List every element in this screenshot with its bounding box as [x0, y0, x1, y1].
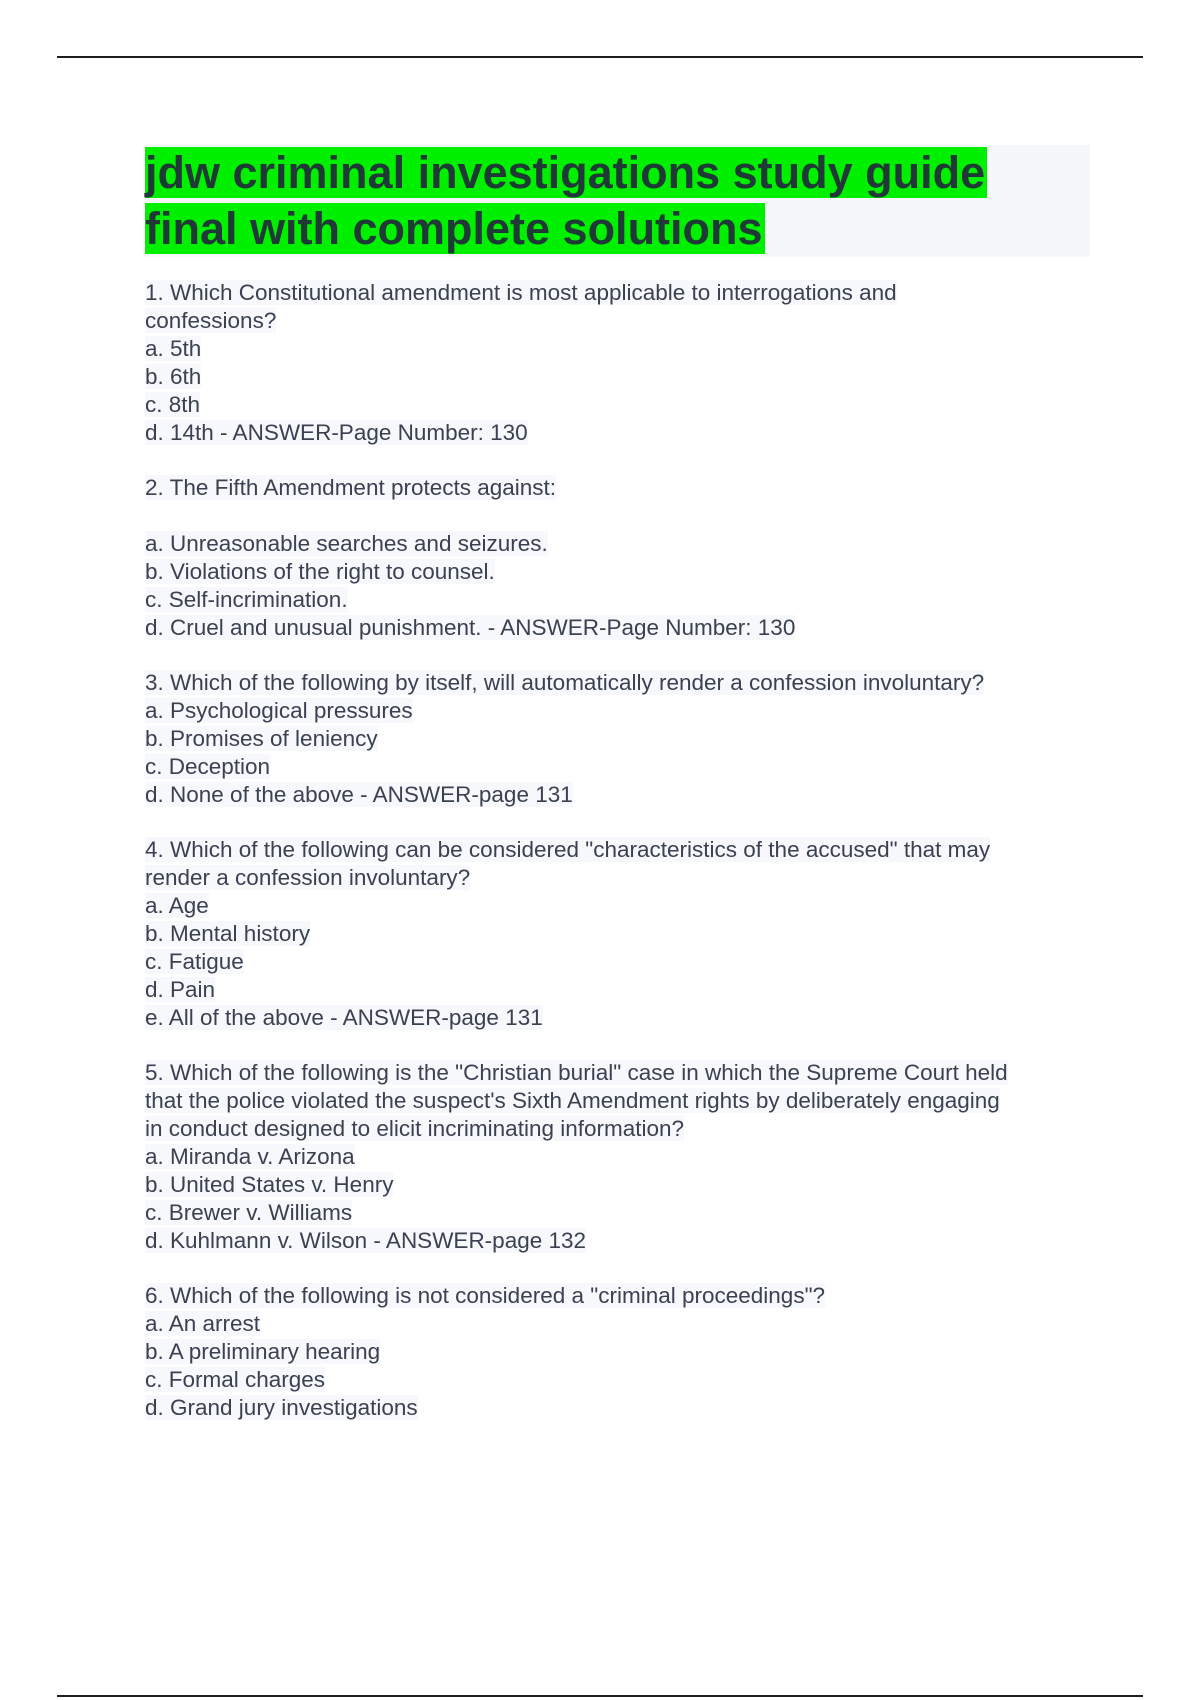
line-text: b. A preliminary hearing: [145, 1339, 381, 1364]
question-line: [145, 697, 1090, 725]
question-4: [145, 836, 1090, 1032]
line-text: 4. Which of the following can be considered "characteristics of the accused" that may: [145, 837, 991, 862]
question-line: [145, 335, 1090, 363]
question-line: [145, 1310, 1090, 1338]
question-2: [145, 474, 1090, 642]
top-page-rule: [57, 56, 1143, 58]
line-text: 1. Which Constitutional amendment is most applicable to interrogations and: [145, 280, 897, 305]
line-text: a. An arrest: [145, 1311, 261, 1336]
question-line: [145, 781, 1090, 809]
title-block: [145, 145, 1090, 257]
question-line: [145, 614, 1090, 642]
question-line: [145, 558, 1090, 586]
line-text: d. Kuhlmann v. Wilson - ANSWER-page 132: [145, 1228, 587, 1253]
line-text: a. Unreasonable searches and seizures.: [145, 531, 548, 556]
line-text: a. Miranda v. Arizona: [145, 1144, 355, 1169]
line-text: render a confession involuntary?: [145, 865, 471, 890]
question-line: [145, 391, 1090, 419]
line-text: 3. Which of the following by itself, will automatically render a confession involuntary?: [145, 670, 985, 695]
line-text: d. Cruel and unusual punishment. - ANSWER-Page Number: 130: [145, 615, 796, 640]
title-line-1: jdw criminal investigations study guide: [145, 147, 986, 198]
question-text: [145, 836, 1090, 864]
line-text: d. Pain: [145, 977, 216, 1002]
question-line: [145, 920, 1090, 948]
line-text: 2. The Fifth Amendment protects against:: [145, 475, 557, 500]
question-line: [145, 1171, 1090, 1199]
line-text: in conduct designed to elicit incriminating information?: [145, 1116, 685, 1141]
line-text: c. Formal charges: [145, 1367, 326, 1392]
line-text: e. All of the above - ANSWER-page 131: [145, 1005, 543, 1030]
question-line: [145, 307, 1090, 335]
question-line: [145, 1227, 1090, 1255]
line-text: a. Age: [145, 893, 209, 918]
line-text: c. Fatigue: [145, 949, 244, 974]
question-1: [145, 279, 1090, 447]
question-line: [145, 725, 1090, 753]
question-line: [145, 530, 1090, 558]
blank-line: [145, 502, 1090, 530]
question-line: [145, 1087, 1090, 1115]
line-text: confessions?: [145, 308, 277, 333]
question-line: [145, 753, 1090, 781]
line-text: a. Psychological pressures: [145, 698, 413, 723]
question-line: [145, 1338, 1090, 1366]
question-line: [145, 892, 1090, 920]
question-text: [145, 279, 1090, 307]
question-line: [145, 864, 1090, 892]
line-text: a. 5th: [145, 336, 202, 361]
line-text: b. United States v. Henry: [145, 1172, 394, 1197]
title-line-2: final with complete solutions: [145, 203, 763, 254]
line-text: b. Violations of the right to counsel.: [145, 559, 495, 584]
line-text: b. Promises of leniency: [145, 726, 378, 751]
question-text: [145, 1282, 1090, 1310]
line-text: 6. Which of the following is not considered a "criminal proceedings"?: [145, 1283, 826, 1308]
question-list: [145, 279, 1090, 1422]
line-text: that the police violated the suspect's Sixth Amendment rights by deliberately engaging: [145, 1088, 1000, 1113]
line-text: c. 8th: [145, 392, 201, 417]
question-line: [145, 363, 1090, 391]
line-text: d. 14th - ANSWER-Page Number: 130: [145, 420, 528, 445]
question-text: [145, 474, 1090, 502]
question-line: [145, 948, 1090, 976]
question-line: [145, 1394, 1090, 1422]
question-5: [145, 1059, 1090, 1255]
question-line: [145, 419, 1090, 447]
document-body: [145, 145, 1090, 1449]
question-line: [145, 1143, 1090, 1171]
question-line: [145, 1366, 1090, 1394]
question-line: [145, 586, 1090, 614]
question-line: [145, 1004, 1090, 1032]
line-text: c. Deception: [145, 754, 271, 779]
question-line: [145, 1115, 1090, 1143]
question-text: [145, 669, 1090, 697]
bottom-page-rule: [57, 1695, 1143, 1697]
question-6: [145, 1282, 1090, 1422]
document-title: [145, 145, 1090, 257]
question-line: [145, 1199, 1090, 1227]
question-line: [145, 976, 1090, 1004]
question-text: [145, 1059, 1090, 1087]
line-text: 5. Which of the following is the "Christian burial" case in which the Supreme Court held: [145, 1060, 1008, 1085]
question-3: [145, 669, 1090, 809]
line-text: b. Mental history: [145, 921, 311, 946]
line-text: c. Brewer v. Williams: [145, 1200, 353, 1225]
line-text: d. Grand jury investigations: [145, 1395, 418, 1420]
line-text: d. None of the above - ANSWER-page 131: [145, 782, 573, 807]
line-text: c. Self-incrimination.: [145, 587, 348, 612]
line-text: b. 6th: [145, 364, 202, 389]
